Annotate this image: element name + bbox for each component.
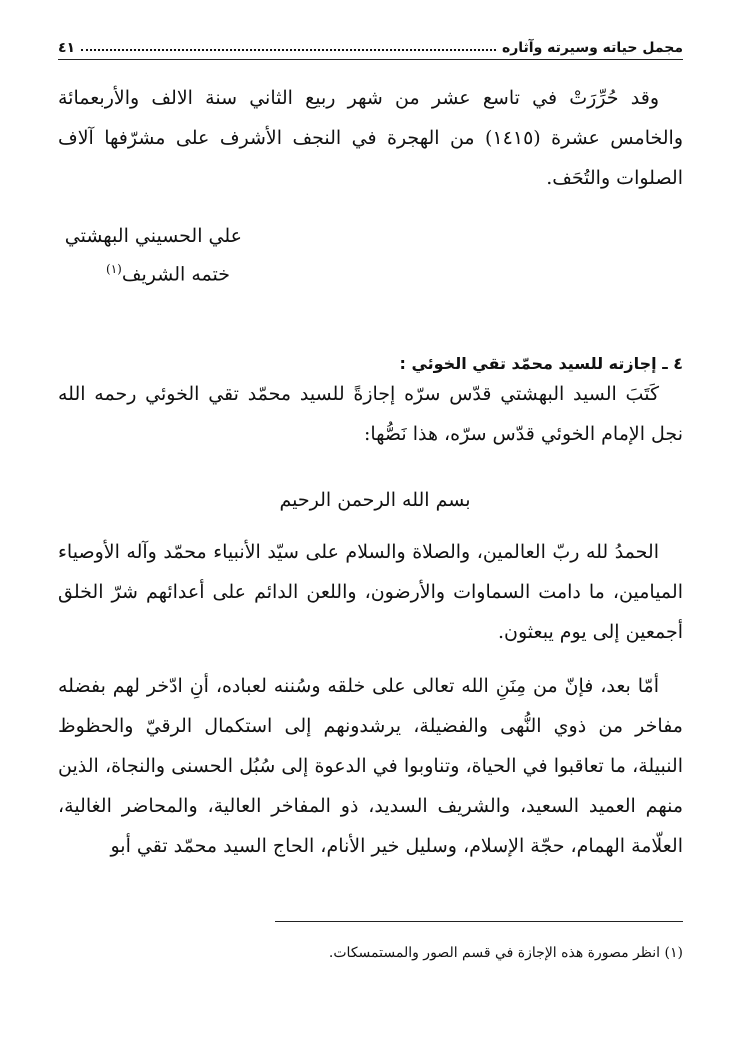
- seal-label: ختمه الشريف: [121, 263, 230, 286]
- praise-paragraph: الحمدُ لله ربّ العالمين، والصلاة والسلام على سيّد الأنبياء محمّد وآله الأوصياء الميامين، ما دامت السماوات والأرضون، واللعن الدائم على أعدائهم شرّ الخلق أجمعين إلى يوم يبعثون.: [58, 541, 683, 643]
- footnote-rule: [275, 921, 683, 922]
- date-paragraph: وقد حُرِّرَتْ في تاسع عشر من شهر ربيع الثاني سنة الالف والأربعمائة والخامس عشرة (١٤١٥) من الهجرة في النجف الأشرف على مشرّفها آلاف الصلوات والتُحَف.: [58, 87, 684, 189]
- running-title: مجمل حياته وسيرته وآثاره: [501, 40, 683, 56]
- signature-seal: [106, 262, 230, 285]
- intro-paragraph: كَتَبَ السيد البهشتي قدّس سرّه إجازةً للسيد محمّد تقي الخوئي رحمه الله نجل الإمام الخوئي قدّس سرّه، هذا نَصُّها:: [58, 383, 683, 445]
- signature-name: علي الحسيني البهشتي: [64, 225, 242, 247]
- header-leader-dots: [81, 48, 496, 51]
- page-number: ٤١: [58, 40, 76, 56]
- header-rule: [58, 59, 683, 60]
- footnote: (١) انظر مصورة هذه الإجازة في قسم الصور والمستمسكات.: [328, 945, 683, 961]
- footnote-marker[interactable]: (١): [106, 262, 122, 276]
- section-heading: ٤ ـ إجازته للسيد محمّد تقي الخوئي :: [399, 354, 683, 373]
- running-header: [58, 34, 683, 56]
- basmala: بسم الله الرحمن الرحيم: [279, 489, 471, 511]
- main-paragraph: أمّا بعد، فإنّ من مِنَنِ الله تعالى على خلقه وسُننه لعباده، أنِ ادّخر لهم بفضله مفاخر من ذوي النُّهى والفضيلة، يرشدونهم إلى استكمال الرقيّ والحظوظ النبيلة، ما تعاقبوا في الحياة، وتناوبوا في الدعوة إلى سُبُل الحسنى والنجاة، الذين منهم العميد السعيد، والشريف السديد، ذو المفاخر العالية، والمحاضر الغالية، العلّامة الهمام، حجّة الإسلام، وسليل خير الأنام، الحاج السيد محمّد تقي أبو: [58, 675, 683, 857]
